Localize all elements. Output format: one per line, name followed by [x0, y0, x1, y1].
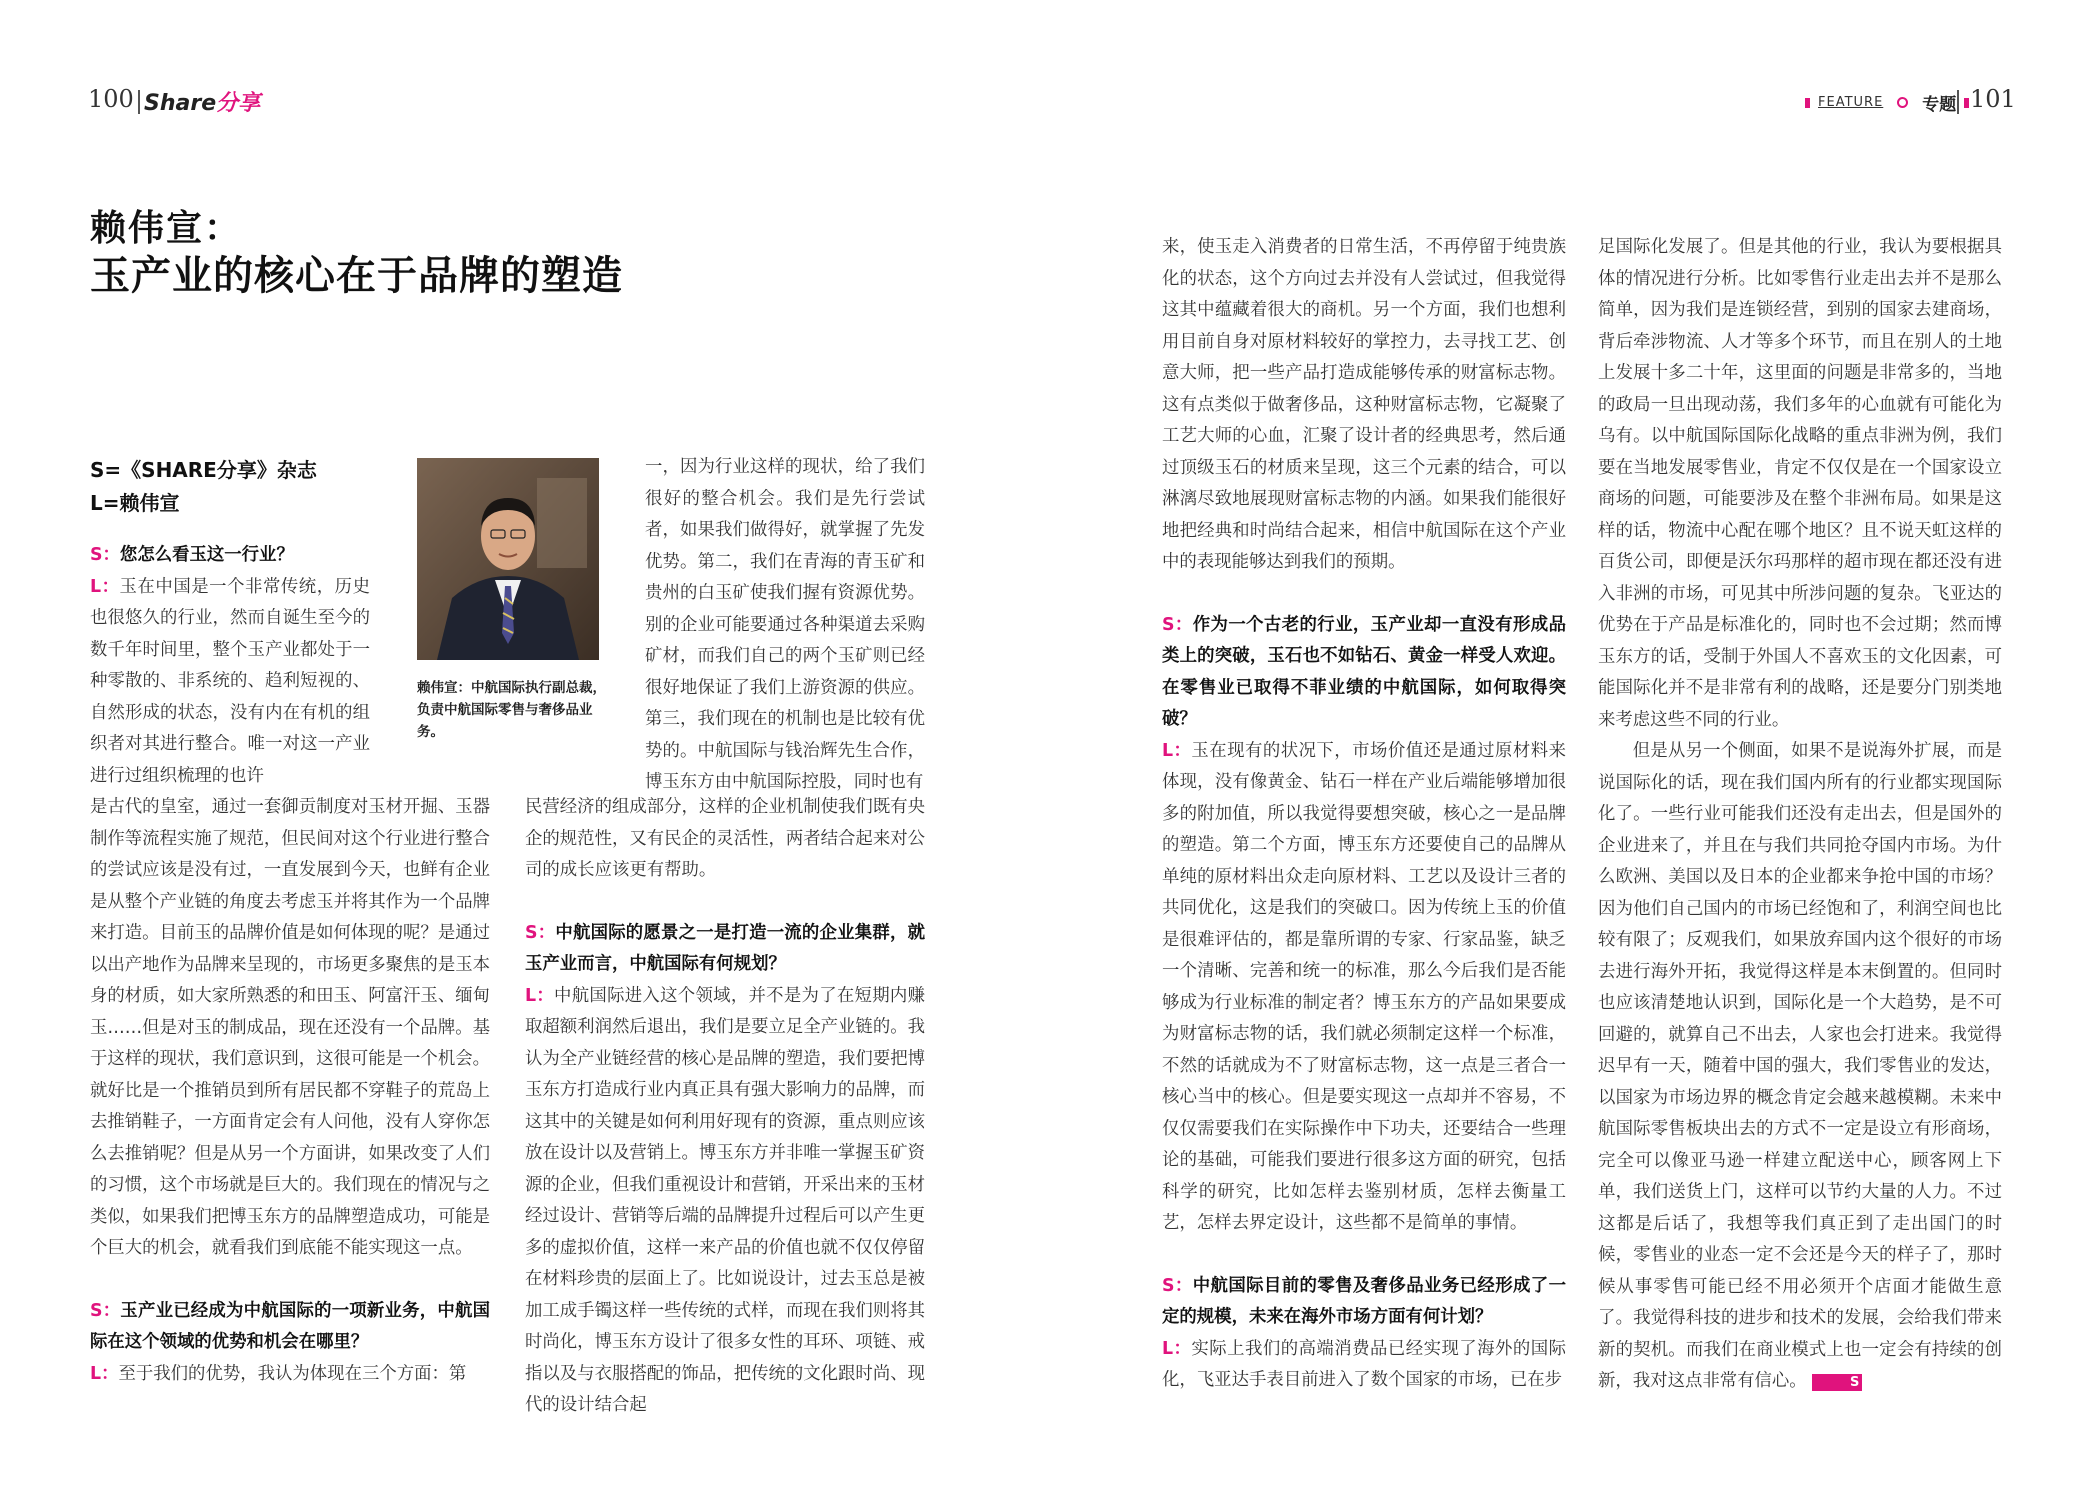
column-1-bottom — [90, 792, 490, 1390]
answer-text: 实际上我们的高端消费品已经实现了海外的国际化，飞亚达手表目前进入了数个国家的市场，已在步 — [1162, 1338, 1566, 1390]
interview-credits — [90, 454, 317, 520]
photo-caption: 赖伟宣：中航国际执行副总裁，负责中航国际零售与奢侈品业务。 — [417, 680, 606, 740]
section-label — [1805, 90, 1969, 115]
square-marker-icon — [1964, 98, 1969, 108]
column-4 — [1598, 232, 2002, 1398]
question-text: 您怎么看玉这一行业？ — [119, 545, 294, 565]
portrait-photo — [417, 458, 599, 660]
feature-label-cn: 专题 — [1922, 95, 1957, 115]
question-text: 玉产业已经成为中航国际的一项新业务，中航国际在这个领域的优势和机会在哪里？ — [90, 1300, 490, 1352]
speaker-l: L： — [90, 576, 120, 597]
speaker-s: S： — [1162, 1275, 1193, 1296]
speaker-s: S： — [90, 545, 120, 565]
article-title: 玉产业的核心在于品牌的塑造 — [90, 253, 623, 299]
question-4 — [1162, 610, 1566, 736]
answer-5 — [1162, 1334, 1566, 1397]
question-text: 中航国际的愿景之一是打造一流的企业集群，就玉产业而言，中航国际有何规划？ — [525, 922, 925, 974]
right-page-number: 101 — [1970, 85, 2016, 113]
answer-1-cont: 是古代的皇室，通过一套御贡制度对玉材开掘、玉器制作等流程实施了规范，但民间对这个行业进行整合的尝试应该是没有过，一直发展到今天，也鲜有企业是从整个产业链的角度去考虑玉并将其作为一个品牌来打造。目前玉的品牌价值是如何体现的呢？是通过以出产地作为品牌来呈现的，市场更多聚焦的是玉本身的材质，如大家所熟悉的和田玉、阿富汗玉、缅甸玉……但是对玉的制成品，现在还没有一个品牌。基于这样的现状，我们意识到，这很可能是一个机会。就好比是一个推销员到所有居民都不穿鞋子的荒岛上去推销鞋子，一方面肯定会有人问他，没有人穿你怎么去推销呢？但是从另一个方面讲，如果改变了人们的习惯，这个市场就是巨大的。我们现在的情况与之类似，如果我们把博玉东方的品牌塑造成功，可能是个巨大的机会，就看我们到底能不能实现这一点。 — [90, 797, 490, 1258]
column-3 — [1162, 232, 1566, 1397]
credit-l: L=赖伟宣 — [90, 491, 180, 515]
speaker-s: S： — [1162, 614, 1193, 635]
brand-cn: 分享 — [216, 91, 261, 116]
answer-3-cont: 来，使玉走入消费者的日常生活，不再停留于纯贵族化的状态，这个方向过去并没有人尝试过，但我觉得这其中蕴藏着很大的商机。另一个方面，我们也想利用目前自身对原材料较好的掌控力，去寻找工艺、创意大师，把一些产品打造成能够传承的财富标志物。这有点类似于做奢侈品，这种财富标志物，它凝聚了工艺大师的心血，汇聚了设计者的经典思考，然后通过顶级玉石的材质来呈现，这三个元素的结合，可以淋漓尽致地展现财富标志物的内涵。如果我们能很好地把经典和时尚结合起来，相信中航国际在这个产业中的表现能够达到我们的预期。 — [1162, 237, 1566, 572]
answer-1 — [90, 572, 370, 793]
column-2-top: 一，因为行业这样的现状，给了我们很好的整合机会。我们是先行尝试者，如果我们做得好，就掌握了先发优势。第二，我们在青海的青玉矿和贵州的白玉矿使我们握有资源优势。别的企业可能要通过各种渠道去采购矿材，而我们自己的两个玉矿则已经很好地保证了我们上游资源的供应。第三，我们现在的机制也是比较有优势的。中航国际与钱治辉先生合作，博玉东方由中航国际控股，同时也有 — [645, 457, 925, 792]
left-page-number: 100 — [88, 85, 134, 113]
square-marker-icon — [1805, 98, 1810, 108]
feature-label-en: FEATURE — [1818, 95, 1884, 110]
column-2-bottom — [525, 792, 925, 1422]
portrait-illustration — [417, 458, 599, 660]
speaker-l: L： — [1162, 740, 1192, 761]
speaker-l: L： — [525, 985, 555, 1006]
speaker-l: L： — [1162, 1338, 1192, 1359]
answer-3 — [525, 981, 925, 1422]
answer-2-cont: 民营经济的组成部分，这样的企业机制使我们既有央企的规范性，又有民企的灵活性，两者结合起来对公司的成长应该更有帮助。 — [525, 797, 925, 880]
question-5 — [1162, 1271, 1566, 1334]
end-mark-icon: S — [1812, 1374, 1862, 1391]
column-1-top — [90, 540, 370, 792]
credit-s: S=《SHARE分享》杂志 — [90, 458, 317, 482]
answer-2 — [90, 1359, 490, 1391]
question-1 — [90, 540, 370, 572]
answer-text: 玉在中国是一个非常传统，历史也很悠久的行业，然而自诞生至今的数千年时间里，整个玉产业都处于一种零散的、非系统的、趋利短视的、自然形成的状态，没有内在有机的组织者对其进行整合。唯一对这一产业进行过组织梳理的也许 — [90, 576, 370, 786]
question-text: 中航国际目前的零售及奢侈品业务已经形成了一定的规模，未来在海外市场方面有何计划？ — [1162, 1275, 1566, 1327]
brand-logo — [144, 86, 260, 117]
header-divider-right — [1957, 90, 1959, 114]
brand-en: Share — [144, 91, 217, 116]
header-divider-left — [138, 90, 140, 114]
answer-5-cont: 足国际化发展了。但是其他的行业，我认为要根据具体的情况进行分析。比如零售行业走出去并不是那么简单，因为我们是连锁经营，到别的国家去建商场，背后牵涉物流、人才等多个环节，而且在别人的土地上发展十多二十年，这里面的问题是非常多的，当地的政局一旦出现动荡，我们多年的心血就有可能化为乌有。以中航国际国际化战略的重点非洲为例，我们要在当地发展零售业，肯定不仅仅是在一个国家设立商场的问题，可能要涉及在整个非洲布局。如果是这样的话，物流中心配在哪个地区？且不说天虹这样的百货公司，即便是沃尔玛那样的超市现在都还没有进入非洲的市场，可见其中所涉问题的复杂。飞亚达的优势在于产品是标准化的，同时也不会过期；然而博玉东方的话，受制于外国人不喜欢玉的文化因素，可能国际化并不是非常有利的战略，还是要分门别类地来考虑这些不同的行业。 — [1598, 237, 2002, 730]
speaker-l: L： — [90, 1363, 119, 1384]
answer-text: 中航国际进入这个领域，并不是为了在短期内赚取超额利润然后退出，我们是要立足全产业链的。我认为全产业链经营的核心是品牌的塑造，我们要把博玉东方打造成行业内真正具有强大影响力的品牌，而这其中的关键是如何利用好现有的资源，重点则应该放在设计以及营销上。博玉东方并非唯一掌握玉矿资源的企业，但我们重视设计和营销，开采出来的玉材经过设计、营销等后端的品牌提升过程后可以产生更多的虚拟价值，这样一来产品的价值也就不仅仅停留在材料珍贵的层面上了。比如说设计，过去玉总是被加工成手镯这样一些传统的式样，而现在我们则将其时尚化，博玉东方设计了很多女性的耳环、项链、戒指以及与衣服搭配的饰品，把传统的文化跟时尚、现代的设计结合起 — [525, 985, 925, 1415]
answer-text: 至于我们的优势，我认为体现在三个方面：第 — [118, 1363, 467, 1384]
question-3 — [525, 918, 925, 981]
answer-5-para2 — [1598, 736, 2002, 1398]
speaker-s: S： — [525, 922, 556, 943]
circle-dot-icon — [1897, 97, 1908, 108]
question-2 — [90, 1296, 490, 1359]
answer-text: 玉在现有的状况下，市场价值还是通过原材料来体现，没有像黄金、钻石一样在产业后端能够增加很多的附加值，所以我觉得要想突破，核心之一是品牌的塑造。第二个方面，博玉东方还要使自己的品牌从单纯的原材料出众走向原材料、工艺以及设计三者的共同优化，这是我们的突破口。因为传统上玉的价值是很难评估的，都是靠所谓的专家、行家品鉴，缺乏一个清晰、完善和统一的标准，那么今后我们是否能够成为行业标准的制定者？博玉东方的产品如果要成为财富标志物的话，我们就必须制定这样一个标准，不然的话就成为不了财富标志物，这一点是三者合一核心当中的核心。但是要实现这一点却并不容易，不仅仅需要我们在实际操作中下功夫，还要结合一些理论的基础，可能我们要进行很多这方面的研究，包括科学的研究，比如怎样去鉴别材质，怎样去衡量工艺，怎样去界定设计，这些都不是简单的事情。 — [1162, 740, 1566, 1233]
article-title-name: 赖伟宣： — [90, 208, 243, 249]
paragraph-text: 但是从另一个侧面，如果不是说海外扩展，而是说国际化的话，现在我们国内所有的行业都实现国际化了。一些行业可能我们还没有走出去，但是国外的企业进来了，并且在与我们共同抢夺国内市场。为什么欧洲、美国以及日本的企业都来争抢中国的市场？因为他们自己国内的市场已经饱和了，利润空间也比较有限了；反观我们，如果放弃国内这个很好的市场去进行海外开拓，我觉得这样是本末倒置的。但同时也应该清楚地认识到，国际化是一个大趋势，是不可回避的，就算自己不出去，人家也会打进来。我觉得迟早有一天，随着中国的强大，我们零售业的发达，以国家为市场边界的概念肯定会越来越模糊。未来中航国际零售板块出去的方式不一定是设立有形商场，完全可以像亚马逊一样建立配送中心，顾客网上下单，我们送货上门，这样可以节约大量的人力。不过这都是后话了，我想等我们真正到了走出国门的时候，零售业的业态一定不会还是今天的样子了，那时候从事零售可能已经不用必须开个店面才能做生意了。我觉得科技的进步和技术的发展，会给我们带来新的契机。而我们在商业模式上也一定会有持续的创新，我对这点非常有信心。 — [1598, 741, 2002, 1391]
answer-4 — [1162, 736, 1566, 1240]
speaker-s: S： — [90, 1300, 121, 1321]
question-text: 作为一个古老的行业，玉产业却一直没有形成品类上的突破，玉石也不如钻石、黄金一样受人欢迎。在零售业已取得不菲业绩的中航国际，如何取得突破？ — [1162, 614, 1566, 729]
